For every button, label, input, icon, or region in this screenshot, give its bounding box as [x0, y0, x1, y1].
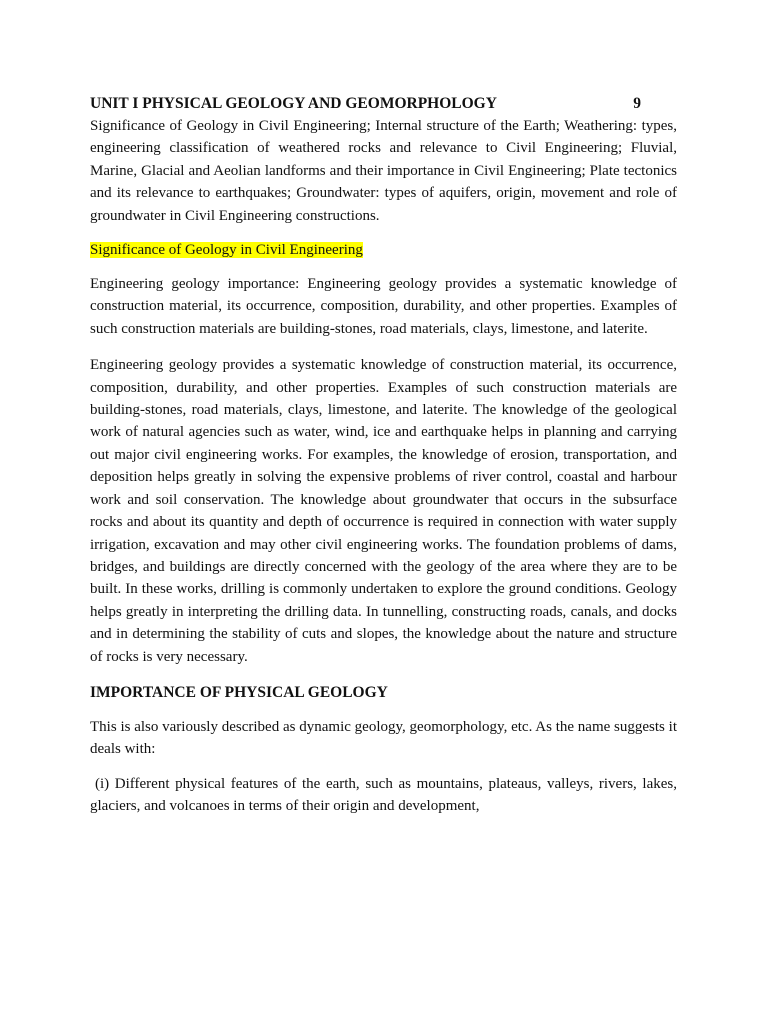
paragraph-engineering-geology-importance: Engineering geology importance: Engineering geology provides a systematic knowledge of construction material, its occurrence, composition, durability, and other properties. Examples of such construction materials are building-stones, road materials, clays, limestone, and laterite.	[90, 276, 677, 337]
paragraph-physical-geology-intro: This is also variously described as dynamic geology, geomorphology, etc. As the name suggests it deals with:	[90, 718, 677, 758]
section-heading-significance	[90, 239, 677, 261]
unit-header	[90, 93, 677, 115]
unit-title: UNIT I PHYSICAL GEOLOGY AND GEOMORPHOLOGY	[90, 95, 497, 112]
document-page	[90, 93, 677, 818]
paragraph-engineering-geology-details: Engineering geology provides a systematic knowledge of construction material, its occurrence, composition, durability, and other properties. Examples of such construction materials are building-stones, road materials, clays, limestone, and laterite. The knowledge of the geological work of natural agencies such as water, wind, ice and earthquake helps in planning and carrying out major civil engineering works. For examples, the knowledge of erosion, transportation, and deposition helps greatly in solving the expensive problems of river control, coastal and harbour work and soil conservation. The knowledge about groundwater that occurs in the subsurface rocks and about its quantity and depth of occurrence is required in connection with water supply irrigation, excavation and may other civil engineering works. The foundation problems of dams, bridges, and buildings are directly concerned with the geology of the area where they are to be built. In these works, drilling is commonly undertaken to explore the ground conditions. Geology helps greatly in interpreting the drilling data. In tunnelling, constructing roads, canals, and docks and in determining the stability of cuts and slopes, the knowledge about the nature and structure of rocks is very necessary.	[90, 357, 677, 665]
unit-hours: 9	[633, 95, 641, 112]
section-heading-physical-geology: IMPORTANCE OF PHYSICAL GEOLOGY	[90, 683, 388, 701]
syllabus-paragraph: Significance of Geology in Civil Engineering; Internal structure of the Earth; Weathering: types, engineering classification of weathered rocks and relevance to Civil Engineering; Fluvial, Marine, Glacial and Aeolian landforms and their importance in Civil Engineering; Plate tectonics and its relevance to earthquakes; Groundwater: types of aquifers, origin, movement and role of groundwater in Civil Engineering constructions.	[90, 118, 677, 224]
list-item-physical-features: (i) Different physical features of the earth, such as mountains, plateaus, valleys, rivers, lakes, glaciers, and volcanoes in terms of their origin and development,	[90, 775, 677, 815]
highlighted-heading-text: Significance of Geology in Civil Engineering	[90, 242, 363, 259]
